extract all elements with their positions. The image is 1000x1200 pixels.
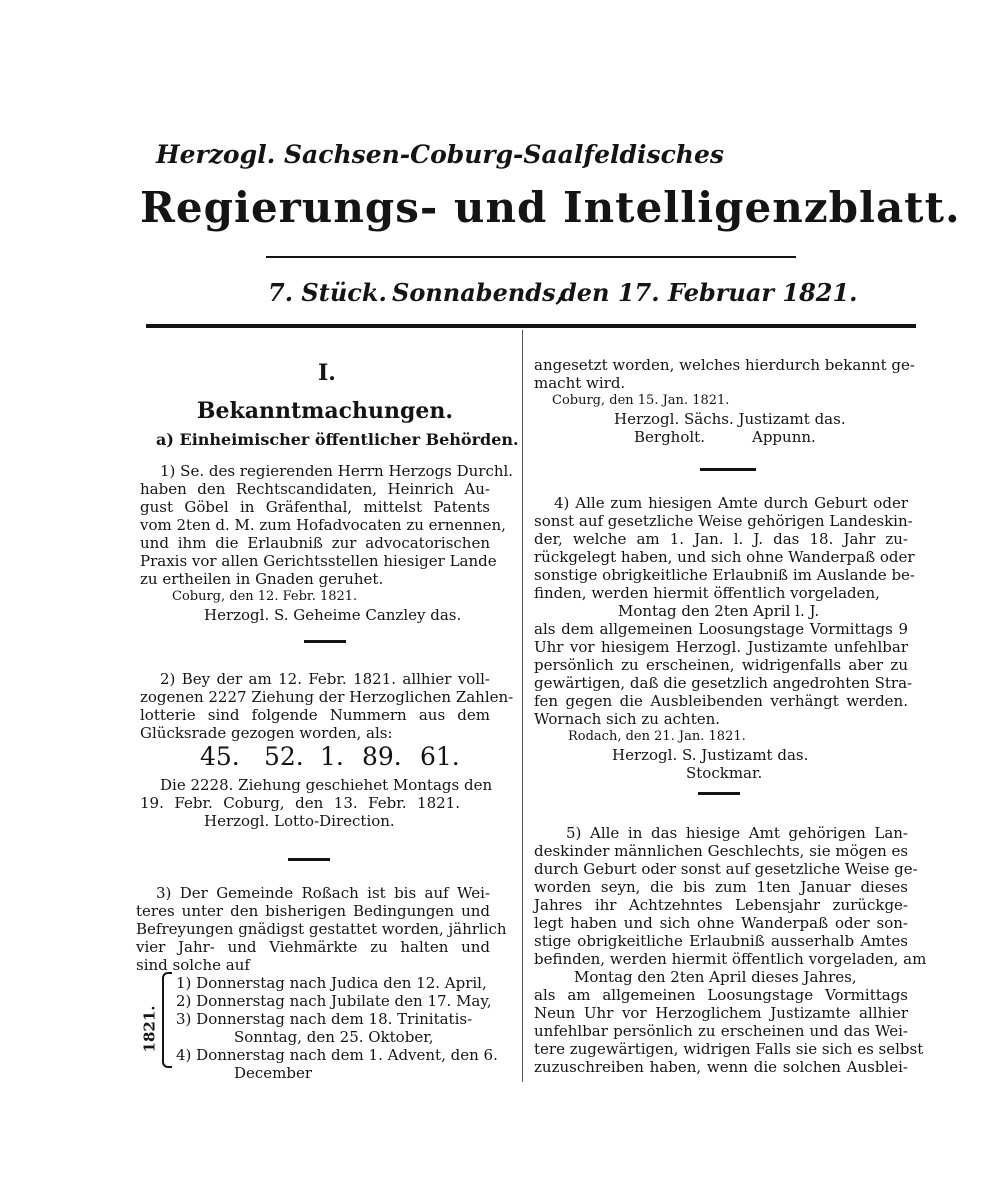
issue-day: Sonnabends, — [392, 278, 564, 307]
item-separator — [700, 468, 756, 471]
cont-name: Appunn. — [752, 428, 816, 446]
item5-line: unfehlbar persönlich zu erscheinen und das Wei- — [534, 1022, 908, 1040]
item5-line: legt haben und sich ohne Wanderpaß oder son- — [534, 914, 908, 932]
item3-line: Befreyungen gnädigst gestattet worden, jährlich — [136, 920, 507, 938]
item4-name: Stockmar. — [686, 764, 763, 782]
item1-place-date: Coburg, den 12. Febr. 1821. — [172, 589, 358, 604]
masthead-subtitle: Herzogl. Sachsen-Coburg-Saalfeldisches — [156, 140, 724, 169]
lottery-number: 61. — [420, 742, 460, 771]
item5-summons-date: Montag den 2ten April dieses Jahres, — [574, 968, 857, 986]
market-date-item: Sonntag, den 25. Oktober, — [234, 1028, 434, 1046]
item3-line: teres unter den bisherigen Bedingungen und — [136, 902, 490, 920]
item5-line: deskinder männlichen Geschlechts, sie mögen es — [534, 842, 909, 860]
lottery-number: 45. — [200, 742, 240, 771]
item4-line: der, welche am 1. Jan. l. J. das 18. Jahr zu- — [534, 530, 908, 548]
item2-line: 2) Bey der am 12. Febr. 1821. allhier voll- — [160, 670, 490, 688]
cont-name: Bergholt. — [634, 428, 705, 446]
item1-line: haben den Rechtscandidaten, Heinrich Au- — [140, 480, 490, 498]
item-separator — [304, 640, 346, 643]
item4-line: Wornach sich zu achten. — [534, 710, 721, 728]
item-separator — [698, 792, 740, 795]
item4-line: als dem allgemeinen Loosungstage Vormittags 9 — [534, 620, 908, 638]
item5-line: durch Geburt oder sonst auf gesetzliche Weise ge- — [534, 860, 918, 878]
section-title: Bekanntmachungen. — [196, 398, 454, 424]
item3-line: 3) Der Gemeinde Roßach ist bis auf Wei- — [156, 884, 490, 902]
item4-line: sonstige obrigkeitliche Erlaubniß im Auslande be- — [534, 566, 915, 584]
item2-line: Die 2228. Ziehung geschiehet Montags den — [160, 776, 493, 794]
item4-line: fen gegen die Ausbleibenden verhängt werden. — [534, 692, 908, 710]
item5-line: 5) Alle in das hiesige Amt gehörigen Lan- — [566, 824, 908, 842]
issue-date: den 17. Februar 1821. — [560, 278, 858, 307]
item3-line: vier Jahr- und Viehmärkte zu halten und — [136, 938, 490, 956]
title-rule — [266, 256, 796, 258]
header-rule-bold — [146, 324, 916, 328]
item4-summons-date: Montag den 2ten April l. J. — [618, 602, 820, 620]
item1-line: vom 2ten d. M. zum Hofadvocaten zu ernennen, — [140, 516, 506, 534]
item4-line: finden, werden hiermit öffentlich vorgeladen, — [534, 584, 880, 602]
cont-line: angesetzt worden, welches hierdurch bekannt ge- — [534, 356, 915, 374]
item1-line: zu ertheilen in Gnaden geruhet. — [140, 570, 384, 588]
market-year-label: 1821. — [140, 1005, 159, 1053]
market-date-item: 2) Donnerstag nach Jubilate den 17. May, — [176, 992, 492, 1010]
item4-line: persönlich zu erscheinen, widrigenfalls aber zu — [534, 656, 908, 674]
lottery-number: 1. — [320, 742, 344, 771]
item1-line: und ihm die Erlaubniß zur advocatorischen — [140, 534, 490, 552]
item5-line: tere zugewärtigen, widrigen Falls sie sich es selbst — [534, 1040, 924, 1058]
masthead-title: Regierungs- und Intelligenzblatt. — [140, 183, 961, 232]
item5-line: zuzuschreiben haben, wenn die solchen Ausblei- — [534, 1058, 908, 1076]
cont-line: macht wird. — [534, 374, 626, 392]
item4-line: Uhr vor hiesigem Herzogl. Justizamte unfehlbar — [534, 638, 908, 656]
market-date-item: 1) Donnerstag nach Judica den 12. April, — [176, 974, 487, 992]
item2-line: Glücksrade gezogen worden, als: — [140, 724, 393, 742]
item5-line: Neun Uhr vor Herzoglichem Justizamte allhier — [534, 1004, 908, 1022]
item2-line: 19. Febr. Coburg, den 13. Febr. 1821. — [140, 794, 460, 812]
cont-signature: Herzogl. Sächs. Justizamt das. — [614, 410, 846, 428]
column-divider — [522, 330, 523, 1082]
issue-number: 7. Stück. — [268, 278, 387, 307]
cont-place-date: Coburg, den 15. Jan. 1821. — [552, 393, 730, 408]
item2-line: zogenen 2227 Ziehung der Herzoglichen Zahlen- — [140, 688, 514, 706]
item1-line: gust Göbel in Gräfenthal, mittelst Patents — [140, 498, 490, 516]
item4-line: sonst auf gesetzliche Weise gehörigen Landeskin- — [534, 512, 913, 530]
item2-line: lotterie sind folgende Nummern aus dem — [140, 706, 490, 724]
section-numeral: I. — [318, 360, 336, 386]
item4-line: gewärtigen, daß die gesetzlich angedrohten Stra- — [534, 674, 913, 692]
item5-line: worden seyn, die bis zum 1ten Januar dieses — [534, 878, 908, 896]
item4-signature: Herzogl. S. Justizamt das. — [612, 746, 809, 764]
item3-line: sind solche auf — [136, 956, 250, 974]
item5-line: stige obrigkeitliche Erlaubniß ausserhalb Amtes — [534, 932, 908, 950]
lottery-number: 89. — [362, 742, 402, 771]
item5-line: befinden, werden hiermit öffentlich vorgeladen, am — [534, 950, 927, 968]
item1-signature: Herzogl. S. Geheime Canzley das. — [204, 606, 462, 624]
market-date-item: 3) Donnerstag nach dem 18. Trinitatis- — [176, 1010, 473, 1028]
lottery-number: 52. — [264, 742, 304, 771]
item2-signature: Herzogl. Lotto-Direction. — [204, 812, 395, 830]
item1-line: Praxis vor allen Gerichtsstellen hiesiger Lande — [140, 552, 497, 570]
market-date-item: December — [234, 1064, 313, 1082]
item5-line: als am allgemeinen Loosungstage Vormittags — [534, 986, 908, 1004]
item5-line: Jahres ihr Achtzehntes Lebensjahr zurückge- — [534, 896, 908, 914]
market-date-item: 4) Donnerstag nach dem 1. Advent, den 6. — [176, 1046, 498, 1064]
market-dates-brace — [162, 972, 172, 1068]
item4-line: 4) Alle zum hiesigen Amte durch Geburt oder — [554, 494, 908, 512]
item4-line: rückgelegt haben, und sich ohne Wanderpaß oder — [534, 548, 915, 566]
item-separator — [288, 858, 330, 861]
subsection-heading: a) Einheimischer öffentlicher Behörden. — [156, 430, 519, 449]
item1-line: 1) Se. des regierenden Herrn Herzogs Durchl. — [160, 462, 514, 480]
item4-place-date: Rodach, den 21. Jan. 1821. — [568, 729, 746, 744]
